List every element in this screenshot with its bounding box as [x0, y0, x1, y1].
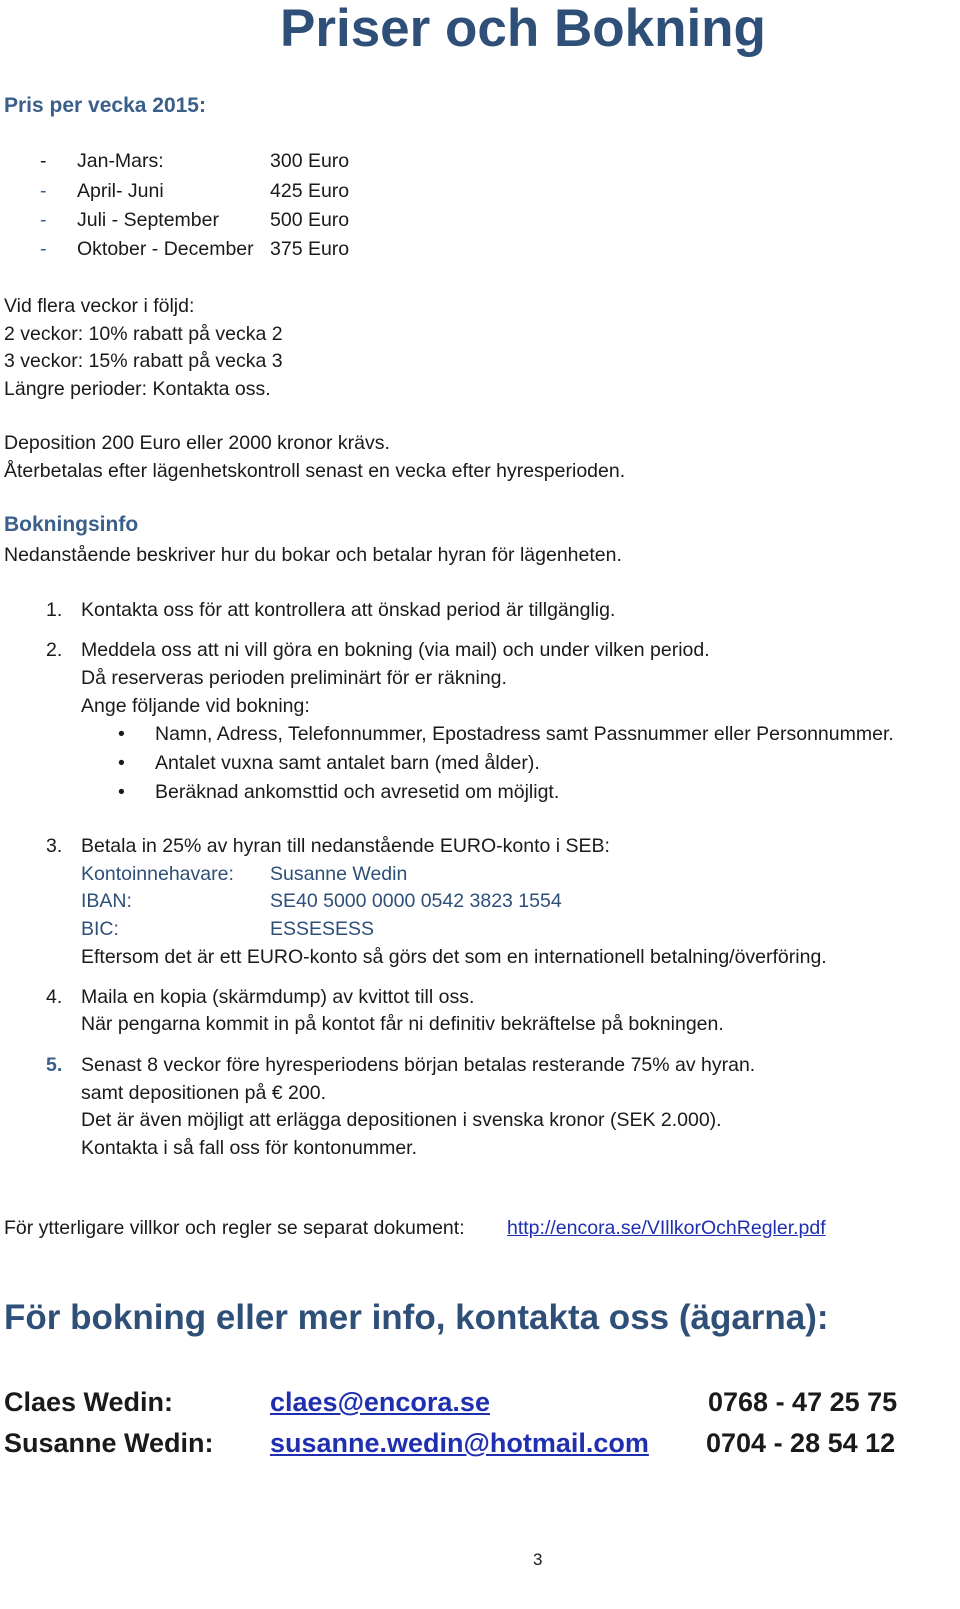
account-value: ESSESESS	[270, 918, 375, 940]
page-title: Priser och Bokning	[280, 0, 766, 58]
contact-name: Claes Wedin:	[4, 1387, 174, 1417]
step-number: 2.	[46, 639, 63, 661]
price-value: 375 Euro	[270, 238, 350, 260]
contact-heading: För bokning eller mer info, kontakta oss (ägarna):	[4, 1298, 829, 1337]
booking-intro: Nedanstående beskriver hur du bokar och betalar hyran för lägenheten.	[4, 544, 622, 566]
booking-heading: Bokningsinfo	[4, 513, 139, 536]
account-value: SE40 5000 0000 0542 3823 1554	[270, 890, 562, 912]
terms-link[interactable]: http://encora.se/VIllkorOchRegler.pdf	[507, 1217, 826, 1239]
price-value: 500 Euro	[270, 209, 350, 231]
discount-line: 2 veckor: 10% rabatt på vecka 2	[4, 323, 283, 345]
price-period: Oktober - December	[77, 238, 254, 260]
price-value: 425 Euro	[270, 180, 350, 202]
step2-bullet: Namn, Adress, Telefonnummer, Epostadress samt Passnummer eller Personnummer.	[155, 723, 894, 745]
step-number: 5.	[46, 1054, 63, 1076]
account-label: Kontoinnehavare:	[81, 863, 234, 885]
step-number: 1.	[46, 599, 63, 621]
step3-text: Betala in 25% av hyran till nedanstående EURO-konto i SEB:	[81, 835, 610, 857]
step5-line: samt depositionen på € 200.	[81, 1082, 327, 1104]
price-bullet: -	[40, 238, 47, 260]
price-period: Juli - September	[77, 209, 219, 231]
discount-line: Längre perioder: Kontakta oss.	[4, 378, 271, 400]
bullet-dot: •	[118, 781, 125, 803]
contact-name: Susanne Wedin:	[4, 1428, 214, 1458]
page-number: 3	[533, 1550, 543, 1569]
account-value: Susanne Wedin	[270, 863, 408, 885]
step4-line: När pengarna kommit in på kontot får ni definitiv bekräftelse på bokningen.	[81, 1013, 724, 1035]
step2-line: Meddela oss att ni vill göra en bokning (via mail) och under vilken period.	[81, 639, 710, 661]
contact-phone: 0704 - 28 54 12	[706, 1428, 896, 1458]
step1-text: Kontakta oss för att kontrollera att önskad period är tillgänglig.	[81, 599, 616, 621]
deposit-line: Deposition 200 Euro eller 2000 kronor krävs.	[4, 432, 390, 454]
contact-email[interactable]: susanne.wedin@hotmail.com	[270, 1428, 649, 1458]
contact-phone: 0768 - 47 25 75	[708, 1387, 898, 1417]
step-number: 3.	[46, 835, 63, 857]
contact-email[interactable]: claes@encora.se	[270, 1387, 490, 1417]
price-row	[40, 150, 47, 173]
step2-line: Då reserveras perioden preliminärt för er räkning.	[81, 667, 507, 689]
price-bullet: -	[40, 150, 47, 172]
price-bullet: -	[40, 209, 47, 231]
discount-line: Vid flera veckor i följd:	[4, 295, 195, 317]
deposit-line: Återbetalas efter lägenhetskontroll senast en vecka efter hyresperioden.	[4, 460, 626, 482]
price-bullet: -	[40, 180, 47, 202]
step2-line: Ange följande vid bokning:	[81, 695, 310, 717]
step3-note: Eftersom det är ett EURO-konto så görs det som en internationell betalning/överföring.	[81, 946, 827, 968]
discount-line: 3 veckor: 15% rabatt på vecka 3	[4, 350, 283, 372]
step2-bullet: Antalet vuxna samt antalet barn (med ålder).	[155, 752, 540, 774]
terms-text: För ytterligare villkor och regler se separat dokument:	[4, 1217, 465, 1239]
step5-line: Kontakta i så fall oss för kontonummer.	[81, 1137, 417, 1159]
price-period: Jan-Mars:	[77, 150, 164, 172]
account-label: IBAN:	[81, 890, 132, 912]
price-value: 300 Euro	[270, 150, 350, 172]
step5-line: Det är även möjligt att erlägga depositionen i svenska kronor (SEK 2.000).	[81, 1109, 722, 1131]
step5-line: Senast 8 veckor före hyresperiodens början betalas resterande 75% av hyran.	[81, 1054, 756, 1076]
bullet-dot: •	[118, 723, 125, 745]
pricing-heading: Pris per vecka 2015:	[4, 94, 206, 117]
step2-bullet: Beräknad ankomsttid och avresetid om möjligt.	[155, 781, 560, 803]
bullet-dot: •	[118, 752, 125, 774]
price-period: April- Juni	[77, 180, 164, 202]
step-number: 4.	[46, 986, 63, 1008]
step4-line: Maila en kopia (skärmdump) av kvittot till oss.	[81, 986, 475, 1008]
account-label: BIC:	[81, 918, 119, 940]
